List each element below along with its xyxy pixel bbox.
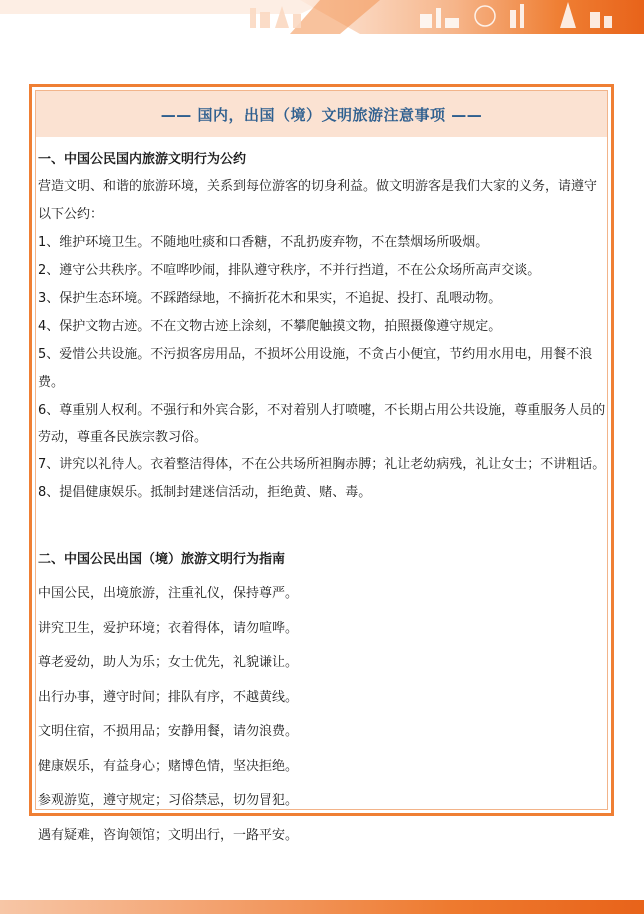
guide-line: 文明住宿，不损用品；安静用餐，请勿浪费。	[38, 724, 299, 739]
page-title: —— 国内，出国（境）文明旅游注意事项 ——	[160, 105, 483, 124]
list-item: 4、保护文物古迹。不在文物古迹上涂刻，不攀爬触摸文物，拍照摄像遵守规定。	[38, 319, 502, 334]
notice-frame	[29, 84, 614, 843]
guide-line: 中国公民，出境旅游，注重礼仪，保持尊严。	[38, 586, 299, 601]
guide-line: 出行办事，遵守时间；排队有序，不越黄线。	[38, 689, 299, 705]
guide-line: 讲究卫生，爱护环境；衣着得体，请勿喧哗。	[38, 620, 299, 636]
guide-line: 参观游览，遵守规定；习俗禁忌，切勿冒犯。	[38, 793, 299, 808]
guide-line: 健康娱乐，有益身心；赌博色情，坚决拒绝。	[38, 758, 299, 774]
list-item: 6、尊重别人权利。不强行和外宾合影，不对着别人打喷嚏，不长期占用公共设施，尊重服务人员的劳动，尊重各民族宗教习俗。	[38, 403, 606, 445]
section1-intro: 营造文明、和谐的旅游环境，关系到每位游客的切身利益。做文明游客是我们大家的义务，请遵守以下公约：	[38, 179, 598, 222]
bottom-bar	[0, 900, 644, 914]
list-item: 2、遵守公共秩序。不喧哗吵闹，排队遵守秩序，不并行挡道，不在公众场所高声交谈。	[38, 263, 541, 278]
top-banner	[0, 0, 644, 34]
list-item: 3、保护生态环境。不踩踏绿地，不摘折花木和果实，不追捉、投打、乱喂动物。	[38, 291, 502, 306]
skyline-banner	[0, 0, 644, 34]
section-spacer	[38, 507, 608, 537]
list-item: 8、提倡健康娱乐。抵制封建迷信活动，拒绝黄、赌、毒。	[38, 485, 372, 500]
list-item: 7、讲究以礼待人。衣着整洁得体，不在公共场所袒胸赤膊；礼让老幼病残，礼让女士；不讲粗话。	[38, 457, 606, 472]
list-item: 5、爱惜公共设施。不污损客房用品，不损坏公用设施，不贪占小便宜，节约用水用电，用餐不浪费。	[38, 347, 593, 390]
guide-line: 遇有疑难，咨询领馆；文明出行，一路平安。	[38, 827, 299, 843]
section1-heading: 一、中国公民国内旅游文明行为公约	[38, 152, 247, 167]
guide-line: 尊老爱幼，助人为乐；女士优先，礼貌谦让。	[38, 655, 299, 670]
content-body	[38, 147, 608, 853]
section2-heading: 二、中国公民出国（境）旅游文明行为指南	[38, 552, 286, 567]
list-item: 1、维护环境卫生。不随地吐痰和口香糖，不乱扔废弃物，不在禁烟场所吸烟。	[38, 235, 489, 250]
title-band	[36, 91, 607, 137]
